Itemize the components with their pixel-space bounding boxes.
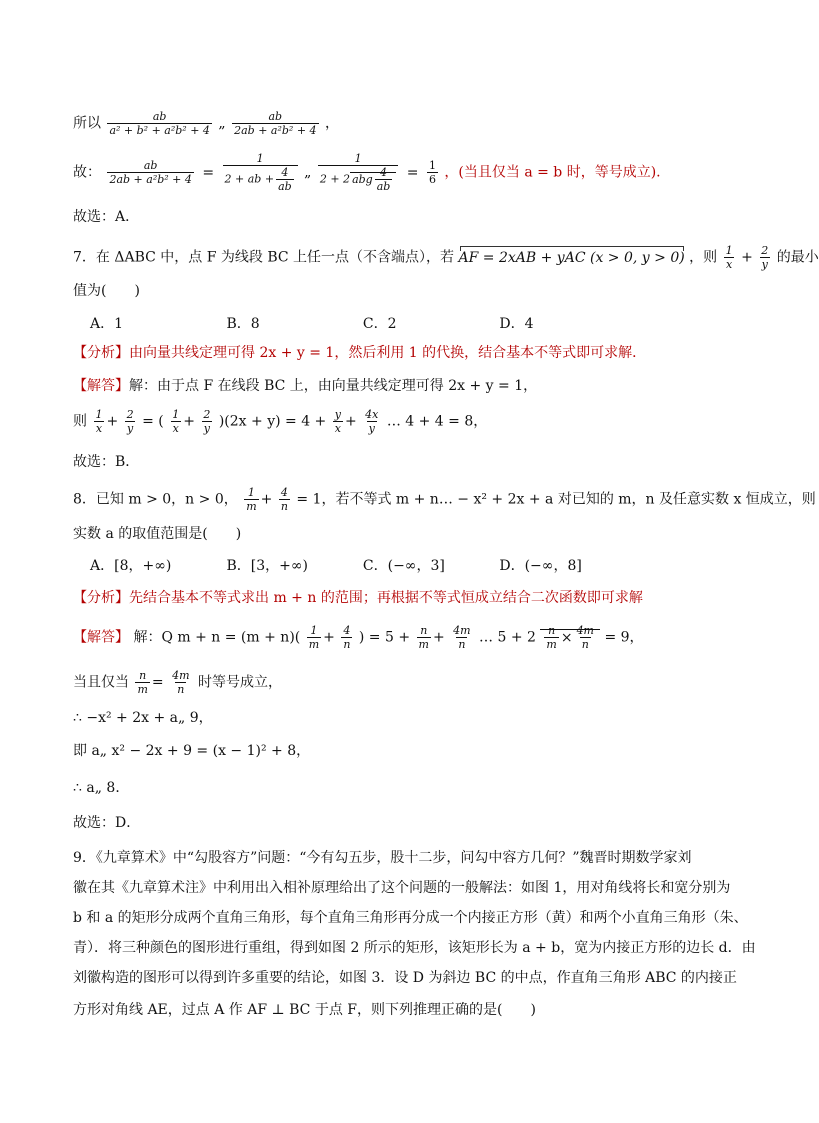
question-8-step-3: ∴ a„ 8． <box>73 780 130 796</box>
option-d[interactable]: D．4 <box>499 316 534 332</box>
option-b[interactable]: B．8 <box>226 316 260 332</box>
question-8-stem-cont: 实数 a 的取值范围是( ) <box>73 526 242 542</box>
question-7-calculation: 则 $\frac{1}{x}$ + $\frac{2}{y}$ = ( $\frac{1}{x}$ + $\frac{2}{y}$ )(2x + y) = 4 + $\frac{y}{x}$ + $\frac{4x}{y}$ … 4 + 4 = 8， <box>73 408 488 435</box>
question-7-stem: 7．在 ΔABC 中，点 F 为线段 BC 上任一点（不含端点），若 AF = 2xAB + yAC (x > 0, y > 0) ，则 $\frac{1}{x}$ + $\frac{2}{y}$ 的最小 <box>73 244 819 271</box>
analysis-tag: 【分析】 <box>73 590 129 606</box>
fraction: $\frac{ab}{\text{2ab + a²b² + 4}}$ <box>109 159 192 186</box>
question-7-choose: 故选：B． <box>73 454 140 470</box>
option-a[interactable]: A．[8，+∞) <box>90 558 172 574</box>
question-8-answer: 【解答】 解：Q m + n = (m + n)( $\frac{1}{m}$ + $\frac{4}{n}$ ) = 5 + $\frac{n}{m}$ + $\frac{4m}{n}$ … 5 + 2 $\frac{n}{m}$ × $\frac{4m}{n}$ = 9， <box>73 624 644 651</box>
question-9-line-2: 徽在其《九章算术注》中利用出入相补原理给出了这个问题的一般解法：如图 1，用对角线将长和宽分别为 <box>73 880 731 896</box>
fraction: $\frac{ab}{\text{a² + b² + a²b² + 4}}$ <box>109 110 210 137</box>
fraction: $\frac{1}{6}$ <box>428 159 436 186</box>
question-8-stem: 8．已知 m > 0，n > 0， $\frac{1}{m}$ + $\frac{4}{n}$ = 1，若不等式 m + n… − x² + 2x + a 对已知的 m，n 及任意实数 x 恒成立，则 <box>73 486 816 513</box>
question-7-options <box>90 314 734 334</box>
question-8-step-1: ∴ −x² + 2x + a„ 9， <box>73 710 213 726</box>
question-9-line-4: 青）．将三种颜色的图形进行重组，得到如图 2 所示的矩形，该矩形长为 a + b，宽为内接正方形的边长 d．由 <box>73 940 756 956</box>
equality-condition-note: ，(当且仅当 a = b 时，等号成立). <box>444 164 661 181</box>
question-7-analysis: 【分析】由向量共线定理可得 2x + y = 1，然后利用 1 的代换，结合基本不等式即可求解． <box>73 345 647 361</box>
option-b[interactable]: B．[3，+∞) <box>226 558 308 574</box>
question-9-line-1: 9．《九章算术》中“勾股容方”问题：“今有勾五步，股十二步，问勾中容方几何？”魏晋时期数学家刘 <box>73 850 692 866</box>
question-8-analysis: 【分析】先结合基本不等式求出 m + n 的范围；再根据不等式恒成立结合二次函数即可求解 <box>73 590 643 606</box>
question-7-stem-cont: 值为( ) <box>73 283 140 299</box>
question-9-line-6: 方形对角线 AE，过点 A 作 AF ⊥ BC 于点 F，则下列推理正确的是( ) <box>73 1002 536 1018</box>
relation-symbol: „ <box>218 115 226 132</box>
answer-tag: 【解答】 <box>73 378 129 394</box>
option-d[interactable]: D．(−∞，8] <box>499 558 582 574</box>
question-8-step-2: 即 a„ x² − 2x + 9 = (x − 1)² + 8， <box>73 743 311 759</box>
choose-answer-line: 故选：A． <box>73 209 140 225</box>
fraction: 1 2 + ab + $\frac{4}{ab}$ <box>223 152 298 193</box>
fraction: 1 2 + 2 abg $\frac{4}{ab}$ <box>318 152 398 193</box>
derivation-line-2: 故： $\frac{ab}{\text{2ab + a²b² + 4}}$ = 1 2 + ab + $\frac{4}{ab}$ „ 1 2 + 2 abg $\frac{4}{ab}$ = $\frac{1}{6}$ ，(当且仅当 a = b 时，等号成立). <box>73 152 661 193</box>
question-9-line-3: b 和 a 的矩形分成两个直角三角形，每个直角三角形再分成一个内接正方形（黄）和两个小直角三角形（朱、 <box>73 910 748 926</box>
option-c[interactable]: C．(−∞，3] <box>362 558 445 574</box>
analysis-tag: 【分析】 <box>73 345 129 361</box>
question-8-options <box>90 556 734 576</box>
question-7-answer: 【解答】解：由于点 F 在线段 BC 上，由向量共线定理可得 2x + y = 1， <box>73 378 538 394</box>
question-9-line-5: 刘徽构造的图形可以得到许多重要的结论，如图 3．设 D 为斜边 BC 的中点，作直角三角形 ABC 的内接正 <box>73 970 737 986</box>
question-8-choose: 故选：D． <box>73 815 141 831</box>
option-c[interactable]: C．2 <box>362 316 397 332</box>
question-8-condition: 当且仅当 $\frac{n}{m}$ = $\frac{4m}{n}$ 时等号成立， <box>73 669 282 696</box>
derivation-line-1: 所以 $\frac{ab}{\text{a² + b² + a²b² + 4}}$ „ $\frac{ab}{\text{2ab + a²b² + 4}}$ ， <box>73 110 339 137</box>
option-a[interactable]: A．1 <box>90 316 124 332</box>
vector-equation: AF = 2xAB + yAC (x > 0, y > 0) <box>458 249 685 266</box>
answer-tag: 【解答】 <box>73 629 129 646</box>
prefix-text: 所以 <box>73 115 101 132</box>
fraction: $\frac{ab}{\text{2ab + a²b² + 4}}$ <box>234 110 317 137</box>
